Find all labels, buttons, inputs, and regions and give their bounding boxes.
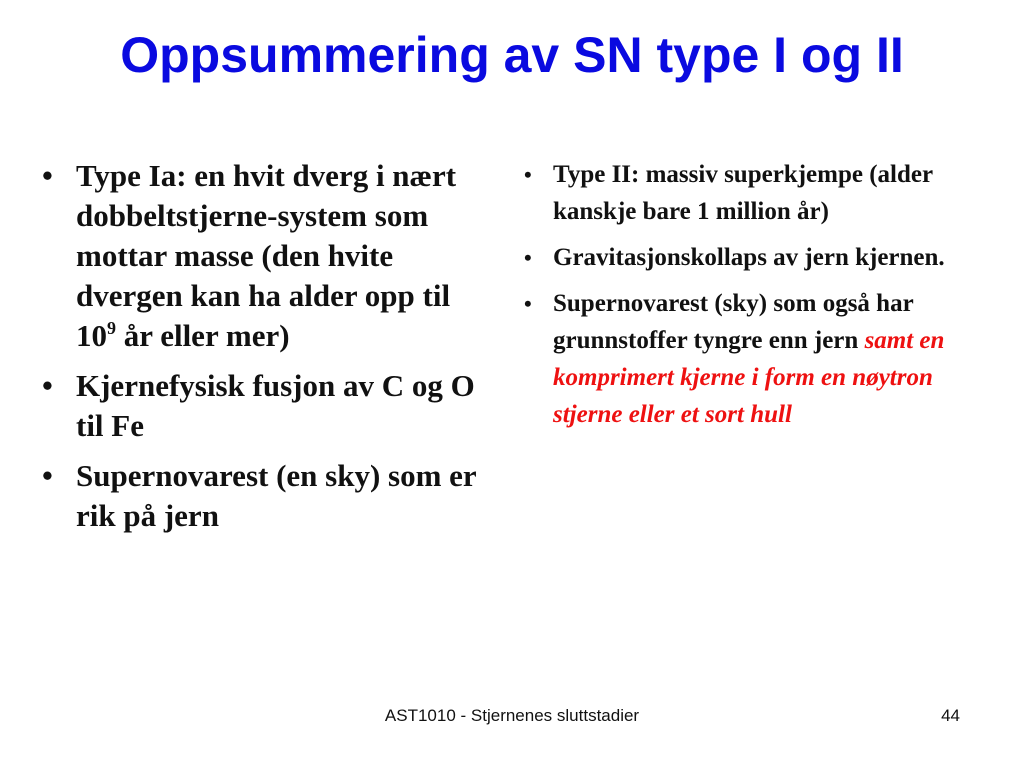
bullet-icon: • — [42, 158, 53, 193]
right-bullet-list — [520, 156, 990, 433]
right-bullet-item-type-ii — [520, 156, 990, 230]
slide-title: Oppsummering av SN type I og II — [120, 27, 904, 83]
right-bullet-item-collapse — [520, 239, 990, 276]
left-item1-text: Type Ia: en hvit dverg i nært dobbeltstjerne-system som mottar masse (den hvite dvergen kan ha alder opp til 10 — [76, 158, 457, 353]
footer-course: AST1010 - Stjernenes sluttstadier — [384, 706, 640, 725]
right-item2-text: Gravitasjonskollaps av jern kjernen. — [553, 244, 945, 271]
left-bullet-list — [40, 156, 490, 536]
left-item1-text-end: år eller mer) — [116, 318, 290, 353]
left-item3-text: Supernovarest (en sky) som er rik på jern — [76, 458, 477, 533]
right-item3-highlight: samt en komprimert kjerne i form en nøytron stjerne eller et sort hull — [553, 327, 945, 428]
bullet-icon: • — [524, 162, 532, 187]
left-item1-exponent: 9 — [107, 318, 116, 338]
bullet-icon: • — [524, 245, 532, 270]
left-bullet-item-remnant — [40, 456, 490, 536]
footer-page-number: 44 — [941, 706, 960, 725]
left-bullet-item-type-ia — [40, 156, 490, 356]
left-column — [40, 156, 490, 546]
bullet-icon: • — [42, 368, 53, 403]
right-bullet-item-remnant — [520, 285, 990, 433]
right-item3-text: Supernovarest (sky) som også har grunnstoffer tyngre enn jern — [553, 290, 914, 354]
bullet-icon: • — [42, 458, 53, 493]
left-bullet-item-fusion — [40, 366, 490, 446]
left-item2-text: Kjernefysisk fusjon av C og O til Fe — [76, 368, 475, 443]
bullet-icon: • — [524, 291, 532, 316]
right-column — [520, 156, 990, 442]
right-item1-text: Type II: massiv superkjempe (alder kanskje bare 1 million år) — [553, 161, 933, 225]
